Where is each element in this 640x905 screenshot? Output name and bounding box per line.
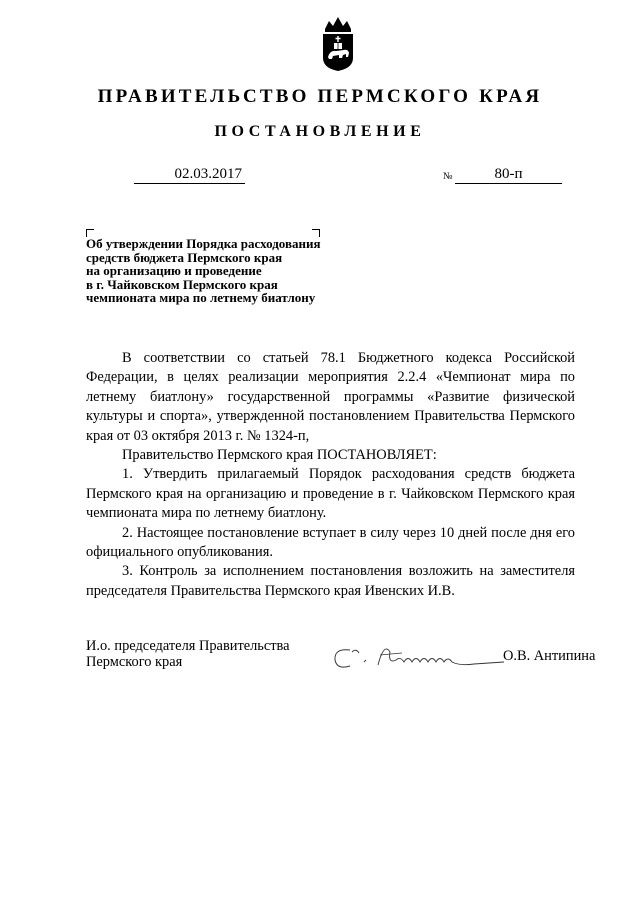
- document-number: 80-п: [455, 165, 562, 184]
- document-date: 02.03.2017: [134, 165, 245, 184]
- subject-line: Об утверждении Порядка расходования: [86, 236, 321, 251]
- subject-line: в г. Чайковском Пермского края: [86, 276, 278, 292]
- document-type: ПОСТАНОВЛЕНИЕ: [214, 123, 426, 140]
- position-line: И.о. председателя Правительства: [86, 638, 290, 654]
- handwritten-signature: [328, 638, 508, 674]
- body-paragraph-item-3: 3. Контроль за исполнением постановления возложить на заместителя председателя Правительства Пермского края Ивенских И.В.: [86, 563, 575, 599]
- body-paragraph-preamble: В соответствии со статьей 78.1 Бюджетного кодекса Российской Федерации, в целях реализации мероприятия 2.2.4 «Чемпионат мира по летнему биатлону» государственной программы «Развитие физической культуры и спорта», утвержденной постановлением Правительства Пермского края от 03 октября 2013 г. № 1324-п,: [86, 350, 575, 444]
- coat-of-arms-icon: [320, 16, 356, 72]
- subject-line: чемпионата мира по летнему биатлону: [86, 290, 316, 305]
- body-paragraph-item-1: 1. Утвердить прилагаемый Порядок расходования средств бюджета Пермского края на организацию и проведение в г. Чайковском Пермского края чемпионата мира по летнему биатлону.: [86, 466, 575, 522]
- document-body: [86, 349, 575, 601]
- body-paragraph-item-2: 2. Настоящее постановление вступает в силу через 10 дней после дня его официального опубликования.: [86, 524, 575, 561]
- subject-line: на организацию и проведение: [86, 263, 262, 278]
- signer-name: О.В. Антипина: [503, 648, 596, 664]
- body-paragraph-resolves: Правительство Пермского края ПОСТАНОВЛЯЕТ:: [122, 447, 437, 464]
- organization-title: ПРАВИТЕЛЬСТВО ПЕРМСКОГО КРАЯ: [97, 86, 543, 107]
- document-subject: [86, 237, 386, 305]
- number-sign: №: [443, 171, 453, 182]
- position-line: Пермского края: [86, 654, 183, 670]
- subject-line: средств бюджета Пермского края: [86, 249, 283, 265]
- signatory-position: [86, 638, 290, 670]
